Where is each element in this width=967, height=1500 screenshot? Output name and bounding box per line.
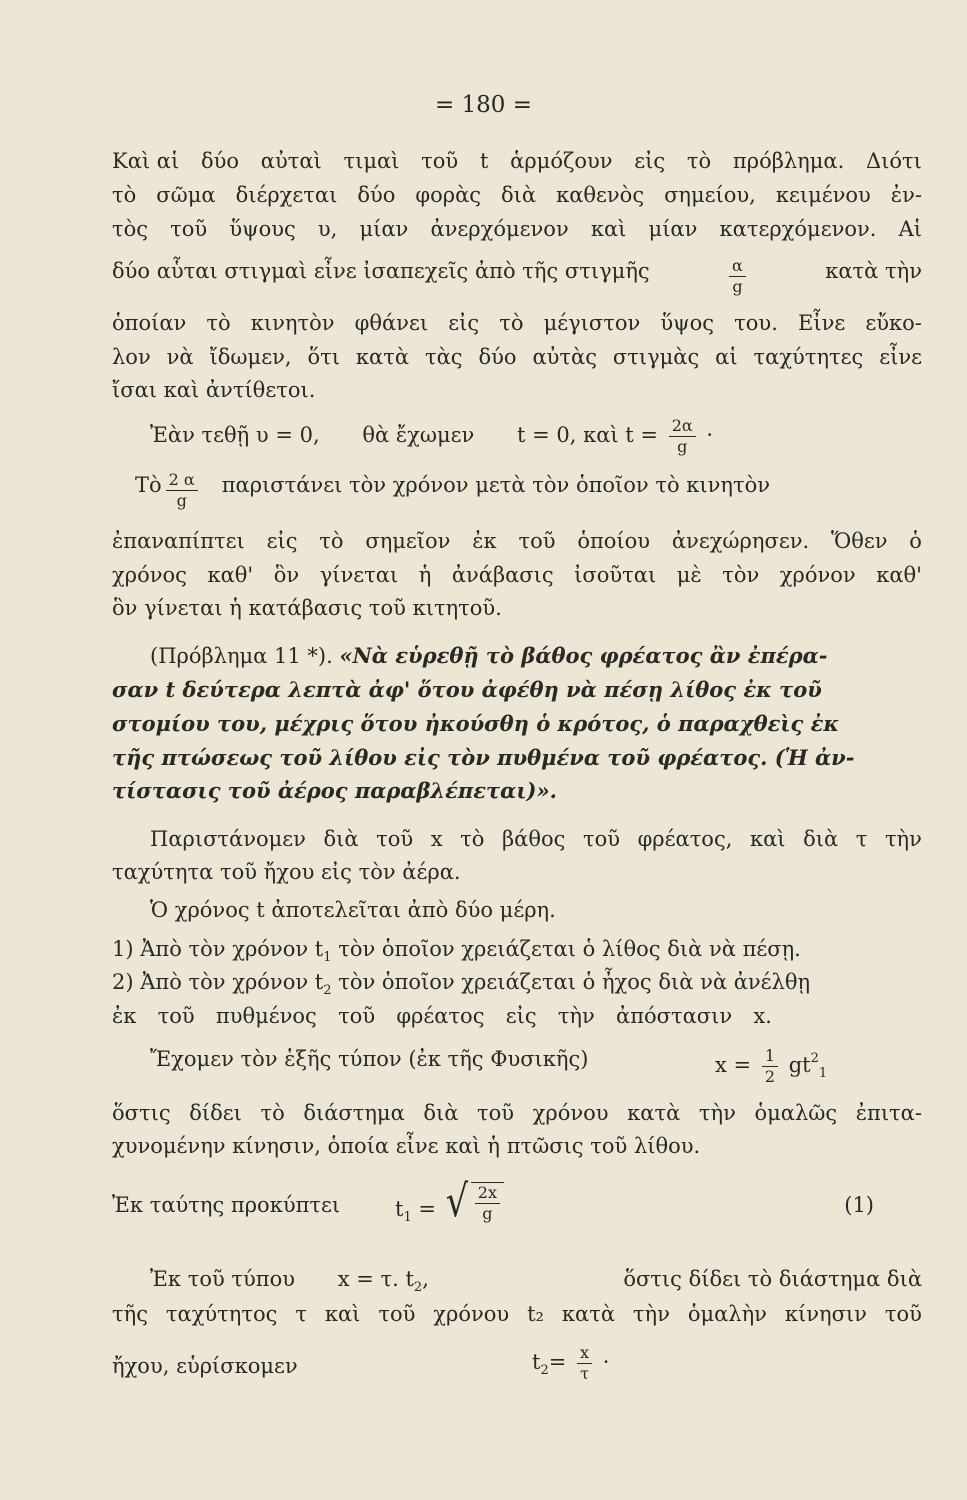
text-line-26: χυνομένην κίνησιν, ὁποία εἶνε καὶ ἡ πτῶσις τοῦ λίθου. xyxy=(112,1134,701,1158)
problem-line-4: τῆς πτώσεως τοῦ λίθου εἰς τὸν πυθμένα τοῦ φρέατος. (Ἡ ἀν- xyxy=(112,745,855,770)
fraction-a-over-g: $\frac{\alpha}{g}$ xyxy=(729,258,746,295)
problem-heading-line: (Πρόβλημα 11 *). «Νὰ εὑρεθῇ τὸ βάθος φρέατος ἂν ἐπέρα- xyxy=(150,643,828,668)
page-number: = 180 = xyxy=(434,92,533,118)
equation-number: (1) xyxy=(844,1193,874,1217)
equation-1-line: Ἐκ ταύτης προκύπτει $t_1$ = √ $\frac{2x}{g}$ (1) xyxy=(112,1192,922,1218)
text-line-7: ἴσαι καὶ ἀντίθετοι. xyxy=(112,378,316,402)
text-line-18: Παριστάνομεν διὰ τοῦ x τὸ βάθος τοῦ φρέατος, καὶ διὰ τ τὴν xyxy=(150,827,922,851)
formula-free-fall: x = $\frac{1}{2}$ $gt^2_1$ xyxy=(715,1046,828,1086)
text-line-5: ὁποίαν τὸ κινητὸν φθάνει εἰς τὸ μέγιστον ὕψος του. Εἶνε εὔκο- xyxy=(112,311,922,335)
text-line-23: ἐκ τοῦ πυθμένος τοῦ φρέατος εἰς τὴν ἀπόστασιν x. xyxy=(112,1004,772,1028)
text-line-30: ἤχου, εὑρίσκομεν $t_2=$ $\frac{x}{\tau}$ · xyxy=(112,1343,610,1383)
problem-line-3: στομίου του, μέχρις ὅτου ἠκούσθη ὁ κρότος, ὁ παραχθεὶς ἐκ xyxy=(112,711,840,736)
problem-line-5: τίστασις τοῦ ἀέρος παραβλέπεται)». xyxy=(112,778,557,803)
text-line-9: Τὸ $\frac{2 \alpha}{g}$ παριστάνει τὸν χρόνον μετὰ τὸν ὁποῖον τὸ κινητὸν xyxy=(135,470,771,510)
text-line-2: τὸ σῶμα διέρχεται δύο φορὰς διὰ καθενὸς σημείου, κειμένου ἐν- xyxy=(112,183,922,207)
text-line-8: Ἐὰν τεθῇ υ = 0, θὰ ἔχωμεν t = 0, καὶ t = $\frac{2\alpha}{g}$ · xyxy=(150,416,714,456)
text-line-24: Ἔχομεν τὸν ἑξῆς τύπον (ἐκ τῆς Φυσικῆς) x = $\frac{1}{2}$ $gt^2_1$ xyxy=(150,1046,828,1086)
text-line-12: ὃν γίνεται ἡ κατάβασις τοῦ κιτητοῦ. xyxy=(112,596,502,620)
formula-t1: $t_1$ = √ $\frac{2x}{g}$ xyxy=(395,1180,504,1231)
text-line-28: Ἐκ τοῦ τύπου x = τ. $t_2$, ὅστις δίδει τὸ διάστημα διὰ xyxy=(150,1267,922,1295)
text-line-4: δύο αὗται στιγμαὶ εἶνε ἰσαπεχεῖς ἀπὸ τῆς στιγμῆς $\frac{\alpha}{g}$ κατὰ τὴν xyxy=(112,256,922,296)
step-1-line: 1) Ἀπὸ τὸν χρόνον $t_1$ τὸν ὁποῖον χρειάζεται ὁ λίθος διὰ νὰ πέσῃ. xyxy=(112,937,801,965)
formula-t2: $t_2=$ $\frac{x}{\tau}$ · xyxy=(532,1343,610,1383)
text-line-10: ἐπαναπίπτει εἰς τὸ σημεῖον ἐκ τοῦ ὁποίου ἀνεχώρησεν. Ὅθεν ὁ xyxy=(112,529,922,553)
fraction-2a-over-g: $\frac{2\alpha}{g}$ xyxy=(669,418,696,455)
fraction-2a-over-g-inline: $\frac{2 \alpha}{g}$ xyxy=(166,472,198,509)
step-2-line: 2) Ἀπὸ τὸν χρόνον $t_2$ τὸν ὁποῖον χρειάζεται ὁ ἦχος διὰ νὰ ἀνέλθῃ xyxy=(112,970,811,998)
text-line-6: λον νὰ ἴδωμεν, ὅτι κατὰ τὰς δύο αὐτὰς στιγμὰς αἱ ταχύτητες εἶνε xyxy=(112,345,922,369)
text-line-20: Ὁ χρόνος t ἀποτελεῖται ἀπὸ δύο μέρη. xyxy=(150,898,556,922)
text-line-25: ὅστις δίδει τὸ διάστημα διὰ τοῦ χρόνου κατὰ τὴν ὁμαλῶς ἐπιτα- xyxy=(112,1101,922,1125)
text-line-19: ταχύτητα τοῦ ἤχου εἰς τὸν ἀέρα. xyxy=(112,860,461,884)
problem-line-2: σαν t δεύτερα λεπτὰ ἀφ' ὅτου ἀφέθη νὰ πέσῃ λίθος ἐκ τοῦ xyxy=(112,677,822,702)
text-line-11: χρόνος καθ' ὃν γίνεται ἡ ἀνάβασις ἰσοῦται μὲ τὸν χρόνον καθ' xyxy=(112,563,922,587)
text-line-29: τῆς ταχύτητος τ καὶ τοῦ χρόνου t₂ κατὰ τὴν ὁμαλὴν κίνησιν τοῦ xyxy=(112,1302,922,1326)
text-line-3: τὸς τοῦ ὕψους υ, μίαν ἀνερχόμενον καὶ μίαν κατερχόμενον. Αἱ xyxy=(112,217,922,241)
text-line-1: Καὶ αἱ δύο αὐταὶ τιμαὶ τοῦ t ἁρμόζουν εἰς τὸ πρόβλημα. Διότι xyxy=(112,149,922,173)
